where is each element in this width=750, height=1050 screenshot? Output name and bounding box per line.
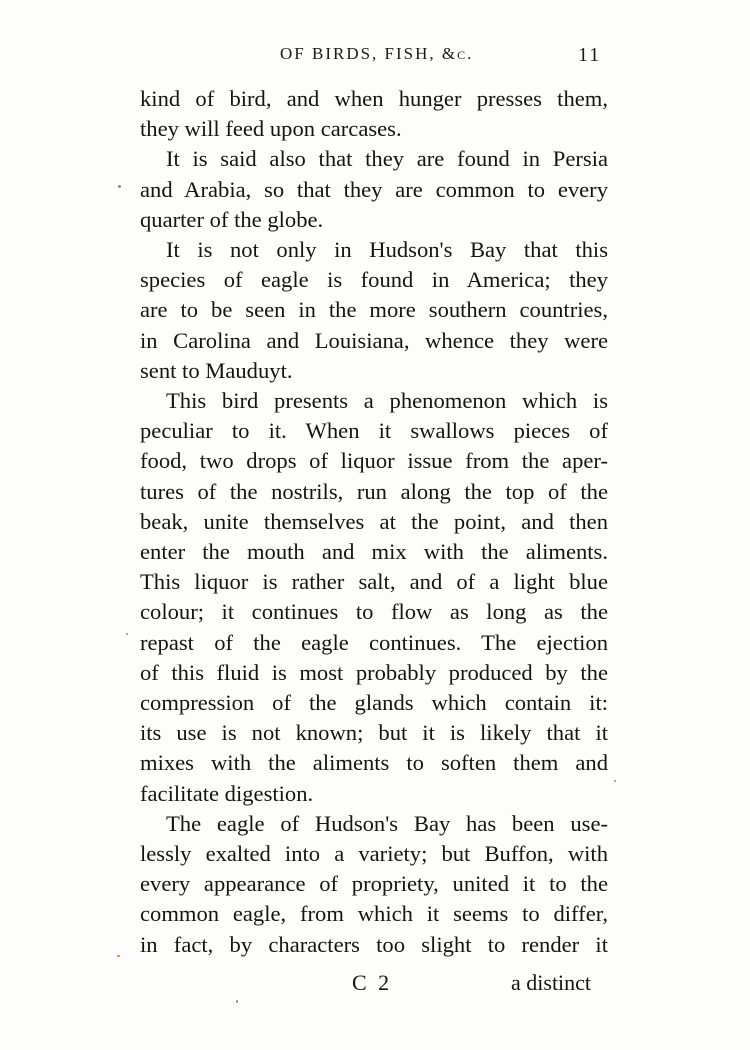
text-line: kind of bird, and when hunger presses them, xyxy=(140,86,608,111)
text-line: It is not only in Hudson's Bay that this xyxy=(166,237,608,263)
paper-speck xyxy=(118,185,121,188)
paper-speck xyxy=(126,633,128,635)
paper-speck xyxy=(117,955,120,957)
paragraph-4 xyxy=(140,386,608,809)
text-line: food, two drops of liquor issue from the aper- xyxy=(140,448,608,474)
text-line: It is said also that they are found in Persia xyxy=(166,146,608,172)
text-line: quarter of the globe. xyxy=(140,206,324,232)
paragraph-2 xyxy=(140,144,608,235)
paper-speck xyxy=(236,1000,238,1003)
text-line: common eagle, from which it seems to differ, xyxy=(140,901,608,927)
text-line: repast of the eagle continues. The ejection xyxy=(140,629,608,655)
signature-mark: C 2 xyxy=(352,970,393,995)
text-line: This bird presents a phenomenon which is xyxy=(166,388,608,414)
body-text xyxy=(140,84,608,960)
text-line: lessly exalted into a variety; but Buffon, with xyxy=(140,841,608,867)
text-line: in Carolina and Louisiana, whence they were xyxy=(140,327,608,353)
paragraph-5 xyxy=(140,809,608,960)
text-line: mixes with the aliments to soften them and xyxy=(140,750,608,776)
paragraph-3 xyxy=(140,235,608,386)
paragraph-1 xyxy=(140,84,608,144)
text-line: compression of the glands which contain it: xyxy=(140,690,608,716)
text-line: tures of the nostrils, run along the top of the xyxy=(140,478,608,504)
text-line: in fact, by characters too slight to render it xyxy=(140,931,608,957)
catchword: a distinct xyxy=(511,970,592,995)
text-line: of this fluid is most probably produced by the xyxy=(140,659,608,685)
text-line: enter the mouth and mix with the aliments. xyxy=(140,539,608,565)
running-head: OF BIRDS, FISH, &c. xyxy=(280,44,474,63)
text-line: sent to Mauduyt. xyxy=(140,357,293,383)
text-line: and Arabia, so that they are common to every xyxy=(140,176,608,202)
text-line: colour; it continues to flow as long as the xyxy=(140,599,608,625)
paper-speck xyxy=(614,780,616,782)
text-line: peculiar to it. When it swallows pieces of xyxy=(140,418,608,444)
text-line: facilitate digestion. xyxy=(140,780,314,806)
text-line: This liquor is rather salt, and of a light blue xyxy=(140,569,608,595)
text-line: they will feed upon carcases. xyxy=(140,116,402,142)
text-line: its use is not known; but it is likely that it xyxy=(140,720,608,746)
text-line: The eagle of Hudson's Bay has been use- xyxy=(166,810,608,836)
text-line: species of eagle is found in America; they xyxy=(140,267,608,293)
page-number: 11 xyxy=(578,44,602,66)
text-line: every appearance of propriety, united it to the xyxy=(140,871,608,897)
text-line: are to be seen in the more southern countries, xyxy=(140,297,608,323)
text-line: beak, unite themselves at the point, and then xyxy=(140,508,608,534)
